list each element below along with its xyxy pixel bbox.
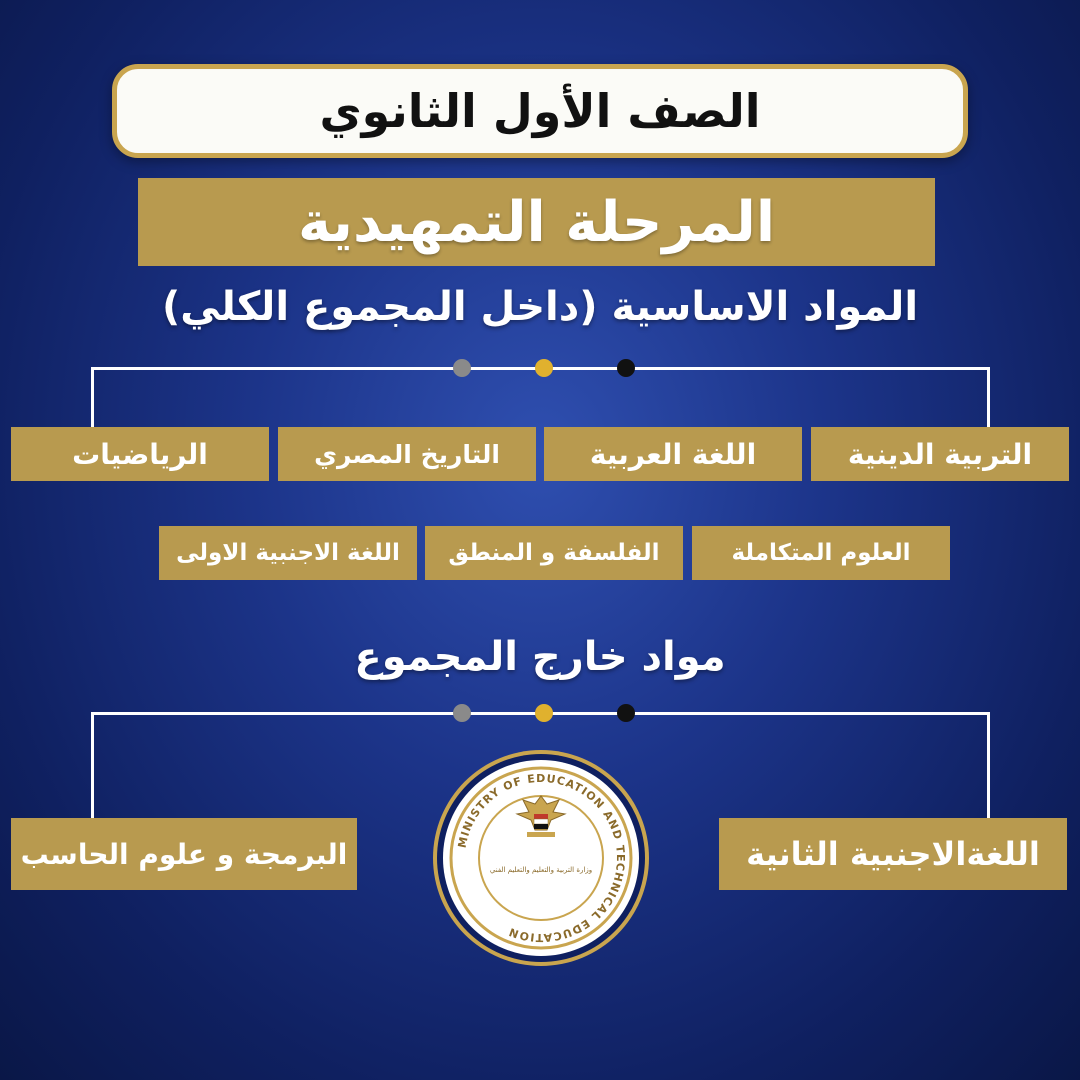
ministry-seal xyxy=(443,760,639,956)
black-dot-icon xyxy=(617,704,635,722)
subject-first-foreign-language: اللغة الاجنبية الاولى xyxy=(159,526,417,580)
subject-mathematics: الرياضيات xyxy=(11,427,269,481)
gray-dot-icon xyxy=(453,359,471,377)
core-connector-left-leg xyxy=(91,367,94,427)
subject-integrated-science: العلوم المتكاملة xyxy=(692,526,950,580)
subject-religion: التربية الدينية xyxy=(811,427,1069,481)
subject-egyptian-history: التاريخ المصري xyxy=(278,427,536,481)
phase-banner xyxy=(138,178,935,266)
gold-dot-icon xyxy=(535,359,553,377)
logo-english-text: MINISTRY OF EDUCATION AND TECHNICAL EDUCATION xyxy=(455,771,628,945)
logo-arabic-text: وزارة التربية والتعليم والتعليم الفني xyxy=(489,866,593,874)
gray-dot-icon xyxy=(453,704,471,722)
ministry-logo xyxy=(443,760,639,956)
core-connector-right-leg xyxy=(987,367,990,427)
outside-connector-right-leg xyxy=(987,712,990,818)
subject-second-foreign-language: اللغةالاجنبية الثانية xyxy=(719,818,1067,890)
outside-section-title: مواد خارج المجموع xyxy=(354,634,726,680)
subject-programming-computer-science: البرمجة و علوم الحاسب xyxy=(11,818,357,890)
subject-philosophy-logic: الفلسفة و المنطق xyxy=(425,526,683,580)
phase-title: المرحلة التمهيدية xyxy=(297,189,776,255)
grade-banner xyxy=(112,64,968,158)
subject-arabic: اللغة العربية xyxy=(544,427,802,481)
outside-connector-left-leg xyxy=(91,712,94,818)
grade-title: الصف الأول الثانوي xyxy=(319,84,761,138)
core-section-title: المواد الاساسية (داخل المجموع الكلي) xyxy=(161,284,919,330)
black-dot-icon xyxy=(617,359,635,377)
gold-dot-icon xyxy=(535,704,553,722)
